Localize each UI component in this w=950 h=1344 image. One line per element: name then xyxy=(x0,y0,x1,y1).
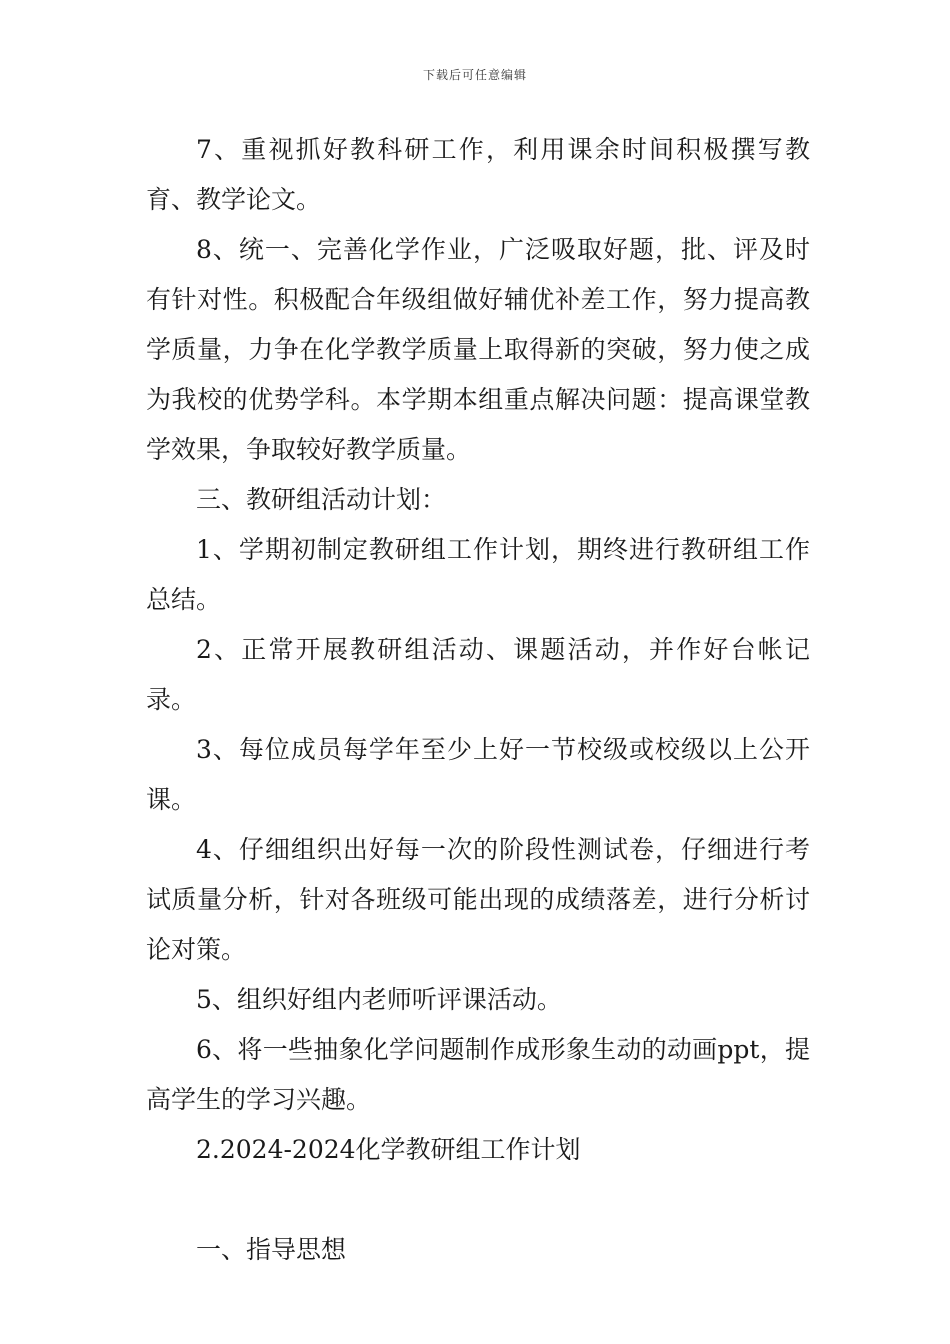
paragraph-item-7: 7、重视抓好教科研工作，利用课余时间积极撰写教育、教学论文。 xyxy=(146,135,810,214)
paragraph-item-8: 8、统一、完善化学作业，广泛吸取好题，批、评及时有针对性。积极配合年级组做好辅优补差工作，努力提高教学质量，力争在化学教学质量上取得新的突破，努力使之成为我校的优势学科。本学期本组重点解决问题：提高课堂教学效果，争取较好教学质量。 xyxy=(146,235,810,464)
paragraph-activity-6: 6、将一些抽象化学问题制作成形象生动的动画ppt，提高学生的学习兴趣。 xyxy=(146,1035,810,1114)
paragraph-activity-4: 4、仔细组织出好每一次的阶段性测试卷，仔细进行考试质量分析，针对各班级可能出现的成绩落差，进行分析讨论对策。 xyxy=(146,835,810,964)
section-heading-guiding-thought: 一、指导思想 xyxy=(196,1235,347,1264)
paragraph-activity-2: 2、正常开展教研组活动、课题活动，并作好台帐记录。 xyxy=(146,635,810,714)
paragraph-activity-3: 3、每位成员每学年至少上好一节校级或校级以上公开课。 xyxy=(146,735,810,814)
section-title-activity-plan: 三、教研组活动计划： xyxy=(196,485,447,514)
paragraph-activity-1: 1、学期初制定教研组工作计划，期终进行教研组工作总结。 xyxy=(146,535,810,614)
paragraph-activity-5: 5、组织好组内老师听评课活动。 xyxy=(196,985,562,1014)
document-subtitle: 2.2024-2024化学教研组工作计划 xyxy=(196,1135,581,1164)
document-body xyxy=(146,125,810,1275)
header-note: 下载后可任意编辑 xyxy=(422,68,527,82)
